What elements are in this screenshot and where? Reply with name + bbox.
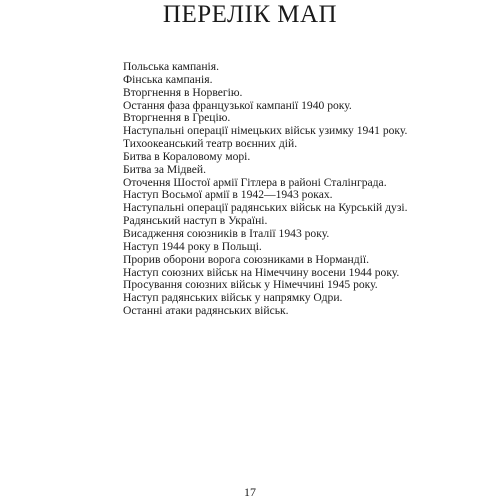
list-item: Наступ союзних військ на Німеччину восени 1944 року. — [123, 265, 400, 279]
list-item: Наступ радянських військ у напрямку Одри. — [123, 291, 343, 305]
list-item: Просування союзних військ у Німеччині 1945 року. — [123, 278, 378, 292]
page-number: 17 — [244, 485, 256, 499]
list-item: Висадження союзників в Італії 1943 року. — [123, 226, 330, 240]
list-item: Вторгнення в Грецію. — [123, 111, 231, 125]
page-title: ПЕРЕЛІК МАП — [162, 1, 338, 28]
list-item: Останні атаки радянських військ. — [123, 304, 289, 318]
list-item: Вторгнення в Норвегію. — [123, 85, 243, 99]
list-item: Наступ 1944 року в Польщі. — [123, 239, 262, 253]
list-item: Битва за Мідвей. — [123, 162, 207, 176]
list-item: Прорив оборони ворога союзниками в Нормандії. — [123, 252, 369, 266]
list-item: Тихоокеанський театр воєнних дій. — [123, 137, 298, 151]
list-item: Наступальні операції радянських військ на Курській дузі. — [123, 201, 408, 215]
list-item: Остання фаза французької кампанії 1940 року. — [123, 98, 352, 112]
list-item: Битва в Кораловому морі. — [123, 149, 251, 163]
list-item: Оточення Шостої армії Гітлера в районі Сталінграда. — [123, 175, 387, 189]
list-item: Фінська кампанія. — [123, 72, 213, 86]
list-item: Радянський наступ в Україні. — [123, 214, 268, 228]
list-item: Польська кампанія. — [123, 60, 219, 73]
list-item: Наступальні операції німецьких військ узимку 1941 року. — [123, 124, 408, 138]
map-list — [123, 61, 408, 318]
list-item: Наступ Восьмої армії в 1942—1943 роках. — [123, 188, 333, 202]
